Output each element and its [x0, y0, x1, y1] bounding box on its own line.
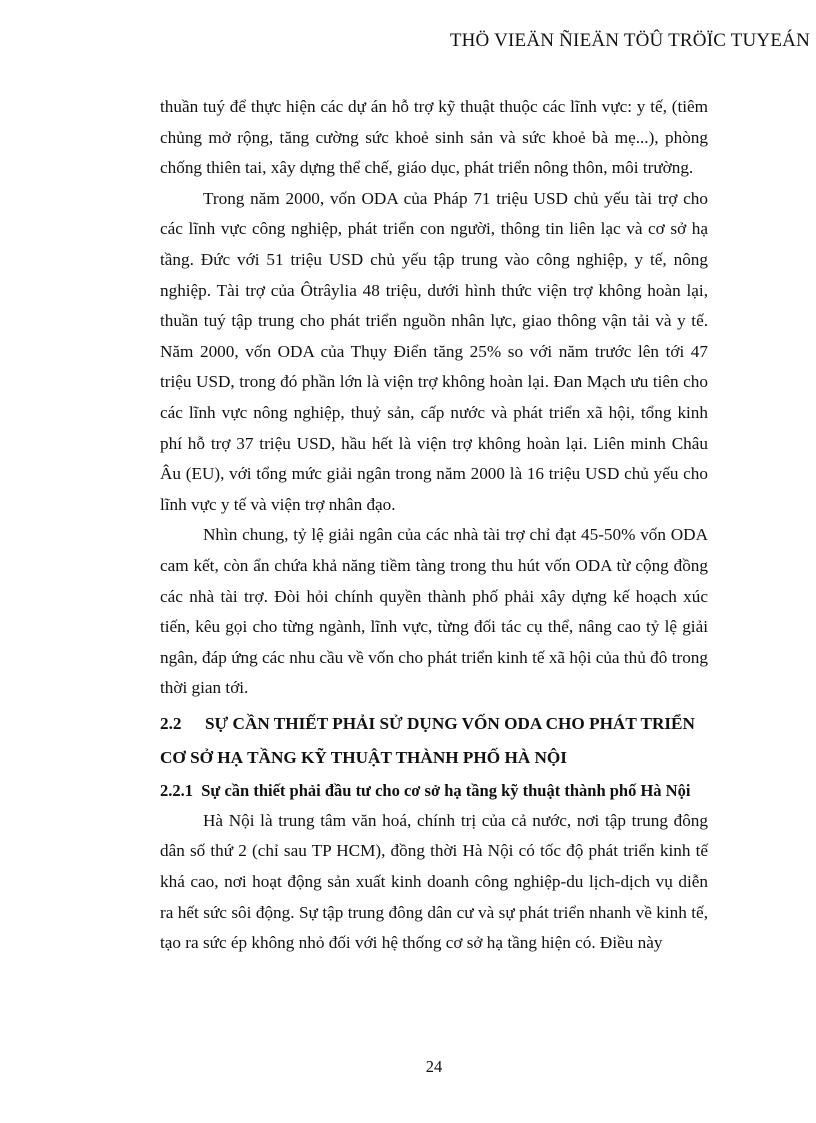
- page-header: THÖ VIEÄN ÑIEÄN TÖÛ TRÖÏC TUYEÁN: [449, 30, 810, 51]
- section-heading: [160, 707, 708, 775]
- section-title: SỰ CẦN THIẾT PHẢI SỬ DỤNG VỐN ODA CHO PHÁT TRIỂN CƠ SỞ HẠ TẦNG KỸ THUẬT THÀNH PHỐ HÀ NỘI: [160, 713, 695, 767]
- subsection-title: Sự cần thiết phải đầu tư cho cơ sở hạ tầng kỹ thuật thành phố Hà Nội: [201, 780, 691, 800]
- subsection-number: 2.2.1: [160, 780, 193, 800]
- subsection-heading: [160, 775, 708, 806]
- body-paragraph-3: Nhìn chung, tỷ lệ giải ngân của các nhà tài trợ chỉ đạt 45-50% vốn ODA cam kết, còn ẩn chứa khả năng tiềm tàng trong thu hút vốn ODA từ cộng đồng các nhà tài trợ. Đòi hỏi chính quyền thành phố phải xây dựng kế hoạch xúc tiến, kêu gọi cho từng ngành, lĩnh vực, từng đối tác cụ thể, nâng cao tỷ lệ giải ngân, đáp ứng các nhu cầu về vốn cho phát triển kinh tế xã hội của thủ đô trong thời gian tới.: [160, 525, 708, 698]
- page-number: 24: [425, 1057, 443, 1076]
- body-paragraph-1: thuần tuý để thực hiện các dự án hỗ trợ kỹ thuật thuộc các lĩnh vực: y tế, (tiêm chủng mở rộng, tăng cường sức khoẻ sinh sản và sức khoẻ bà mẹ...), phòng chống thiên tai, xây dựng thể chế, giáo dục, phát triển nông thôn, môi trường.: [160, 97, 708, 178]
- body-paragraph-4: Hà Nội là trung tâm văn hoá, chính trị của cả nước, nơi tập trung đông dân số thứ 2 (chỉ sau TP HCM), đồng thời Hà Nội có tốc độ phát triển kinh tế khá cao, nơi hoạt động sản xuất kinh doanh công nghiệp-du lịch-dịch vụ diễn ra hết sức sôi động. Sự tập trung đông dân cư và sự phát triển nhanh về kinh tế, tạo ra sức ép không nhỏ đối với hệ thống cơ sở hạ tầng hiện có. Điều này: [160, 810, 708, 953]
- section-number: 2.2: [160, 713, 182, 733]
- body-paragraph-2: Trong năm 2000, vốn ODA của Pháp 71 triệu USD chủ yếu tài trợ cho các lĩnh vực công nghiệp, phát triển con người, thông tin liên lạc và cơ sở hạ tầng. Đức với 51 triệu USD chủ yếu tập trung vào công nghiệp, y tế, nông nghiệp. Tài trợ của Ôtrâylia 48 triệu, dưới hình thức viện trợ không hoàn lại, thuần tuý tập trung cho phát triển nguồn nhân lực, giao thông vận tải và y tế. Năm 2000, vốn ODA của Thụy Điển tăng 25% so với năm trước lên tới 47 triệu USD, trong đó phần lớn là viện trợ không hoàn lại. Đan Mạch ưu tiên cho các lĩnh vực nông nghiệp, thuỷ sản, cấp nước và phát triển xã hội, tổng kinh phí hỗ trợ 37 triệu USD, hầu hết là viện trợ không hoàn lại. Liên minh Châu Âu (EU), với tổng mức giải ngân trong năm 2000 là 16 triệu USD chủ yếu cho lĩnh vực y tế và viện trợ nhân đạo.: [160, 188, 708, 514]
- page-body: [160, 92, 708, 959]
